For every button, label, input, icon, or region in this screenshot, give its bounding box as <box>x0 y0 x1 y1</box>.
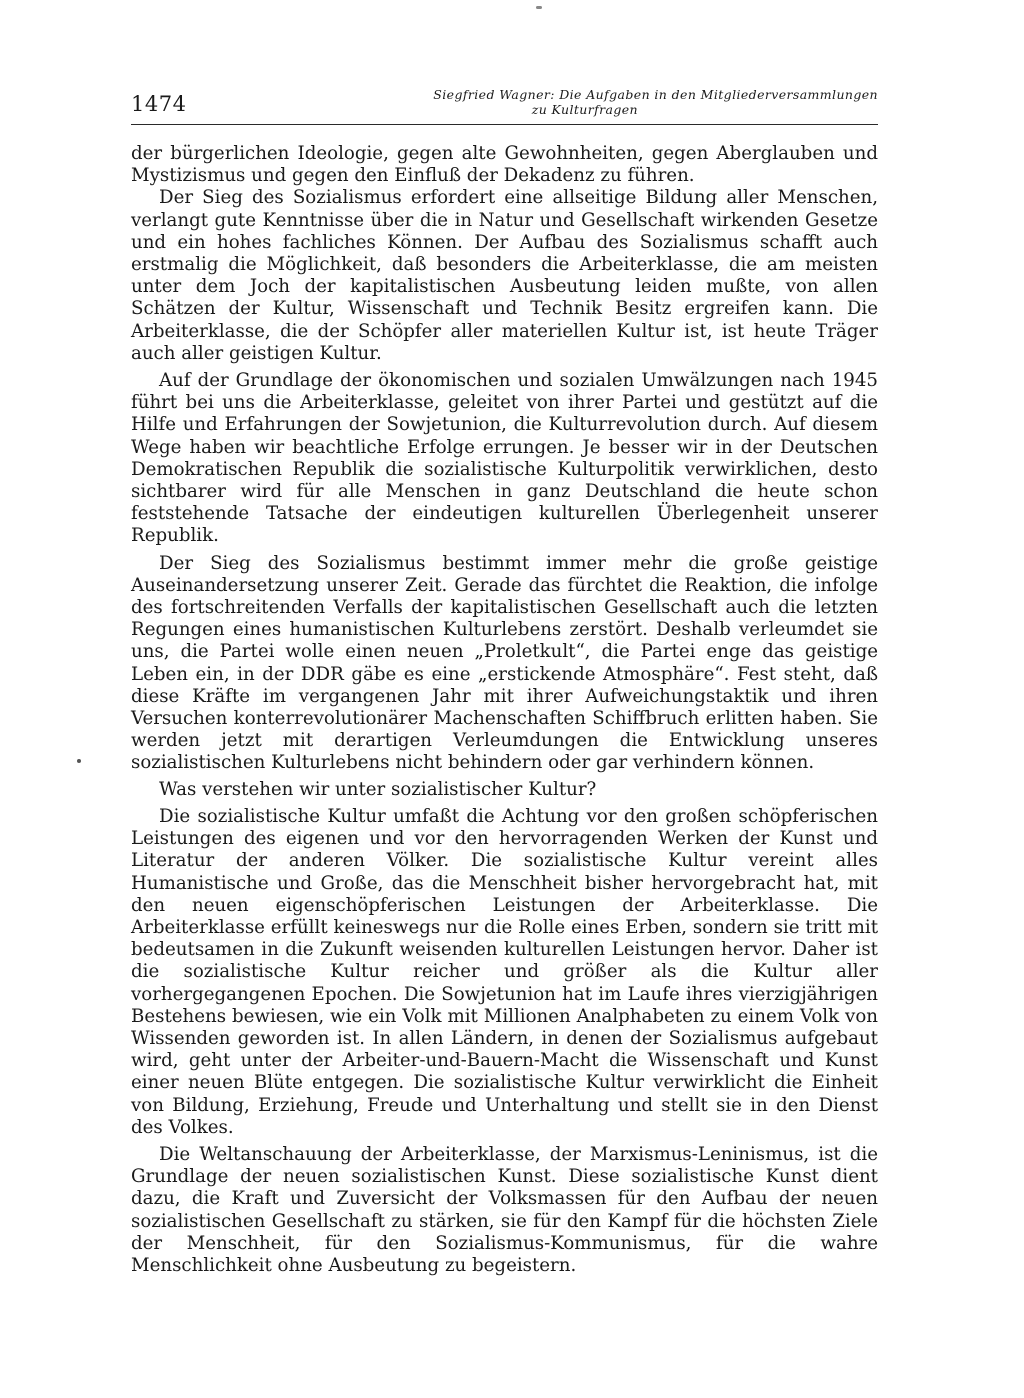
scan-speck-top <box>536 6 542 9</box>
running-head-line-2: zu Kulturfragen <box>531 101 638 117</box>
page-header <box>131 88 878 124</box>
paragraph: Der Sieg des Sozialismus erfordert eine allseitige Bildung aller Menschen, verlangt gute Kenntnisse über die in Natur und Gesellschaft wirkenden Gesetze und ein hohes fachliches Können. Der Aufbau des Sozialismus schafft auch erstmalig die Möglichkeit, daß besonders die Arbeiterklasse, die am meisten unter dem Joch der kapitalistischen Ausbeutung leiden mußte, von allen Schätzen der Kultur, Wissenschaft und Technik Besitz ergreifen kann. Die Arbeiterklasse, die der Schöpfer aller materiellen Kultur ist, ist heute Träger auch aller geistigen Kultur. <box>131 187 878 364</box>
paragraph: Die Weltanschauung der Arbeiterklasse, der Marxismus-Leninismus, ist die Grundlage der neuen sozialistischen Kunst. Diese sozialistische Kunst dient dazu, die Kraft und Zuversicht der Volksmassen für den Aufbau der neuen sozialistischen Gesellschaft zu stärken, sie für den Kampf für die höchsten Ziele der Menschheit, für den Sozialismus-Kommunismus, für die wahre Menschlichkeit ohne Ausbeutung zu begeistern. <box>131 1143 878 1276</box>
paragraph-continued: der bürgerlichen Ideologie, gegen alte Gewohnheiten, gegen Aberglauben und Mystizismus und gegen den Einfluß der Dekadenz zu führen. <box>131 143 878 187</box>
paragraph: Auf der Grundlage der ökonomischen und sozialen Umwälzungen nach 1945 führt bei uns die Arbeiterklasse, geleitet von ihrer Partei und gestützt auf die Hilfe und Erfahrungen der Sowjetunion, die Kulturrevolution durch. Auf diesem Wege haben wir beachtliche Erfolge errungen. Je besser wir in der Deutschen Demokratischen Republik die sozialistische Kulturpolitik verwirklichen, desto sichtbarer wird für alle Menschen in ganz Deutschland die heute schon feststehende Tatsache der eindeutigen kulturellen Überlegenheit unserer Republik. <box>131 370 878 547</box>
scan-speck-left <box>77 759 81 763</box>
paragraph: Der Sieg des Sozialismus bestimmt immer mehr die große geistige Auseinandersetzung unserer Zeit. Gerade das fürchtet die Reaktion, die infolge des fortschreitenden Verfalls der kapitalistischen Gesellschaft auch die letzten Regungen eines humanistischen Kulturlebens zerstört. Deshalb verleumdet sie uns, die Partei wolle einen neuen „Proletkult“, die Partei enge das geistige Leben ein, in der DDR gäbe es eine „erstickende Atmosphäre“. Fest steht, daß diese Kräfte im vergangenen Jahr mit ihrer Aufweichungstaktik und ihren Versuchen konterrevolutionärer Machenschaften Schiffbruch erlitten haben. Sie werden jetzt mit derartigen Verleumdungen die Entwicklung unseres sozialistischen Kulturlebens nicht behindern oder gar verhindern können. <box>131 552 878 774</box>
section-question: Was verstehen wir unter sozialistischer Kultur? <box>159 778 597 800</box>
paragraph: Die sozialistische Kultur umfaßt die Achtung vor den großen schöpferischen Leistungen des eigenen und vor den hervorragenden Werken der Kunst und Literatur der anderen Völker. Die sozialistische Kultur vereint alles Humanistische und Große, das die Menschheit bisher hervorgebracht hat, mit den neuen eigenschöpferischen Leistungen der Arbeiterklasse. Die Arbeiterklasse erfüllt keineswegs nur die Rolle eines Erben, sondern sie tritt mit bedeutsamen in die Zukunft weisenden kulturellen Leistungen hervor. Daher ist die sozialistische Kultur reicher und größer als die Kultur aller vorhergegangenen Epochen. Die Sowjetunion hat im Laufe ihres vierzigjährigen Bestehens bewiesen, wie ein Volk mit Millionen Analphabeten zu einem Volk von Wissenden geworden ist. In allen Ländern, in denen der Sozialismus aufgebaut wird, geht unter der Arbeiter-und-Bauern-Macht die Wissenschaft und Kunst einer neuen Blüte entgegen. Die sozialistische Kultur verwirklicht die Einheit von Bildung, Erziehung, Freude und Unterhaltung und stellt sie in den Dienst des Volkes. <box>131 805 878 1138</box>
running-head-line-1: Siegfried Wagner: Die Aufgaben in den Mitgliederversammlungen <box>433 87 878 102</box>
page-number: 1474 <box>131 92 187 116</box>
header-rule <box>131 124 878 125</box>
body-text <box>131 143 878 1277</box>
running-head <box>433 88 878 117</box>
